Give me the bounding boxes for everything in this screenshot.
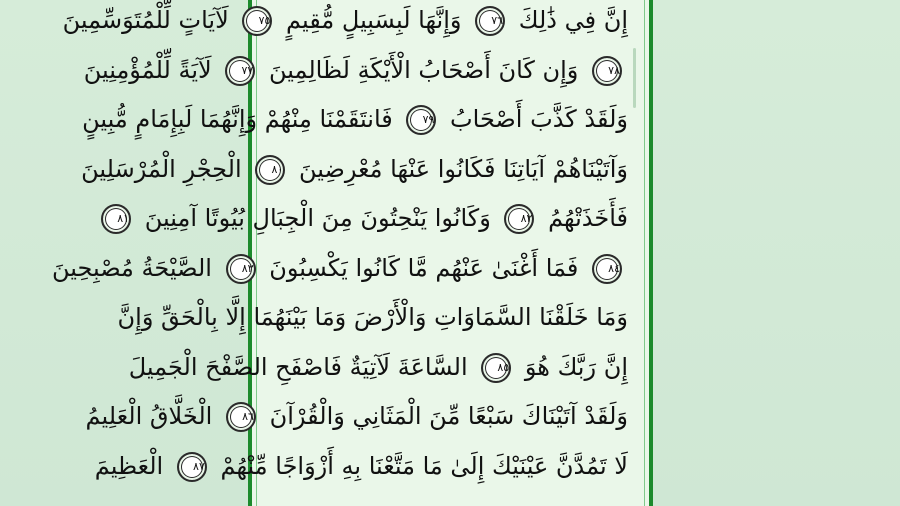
verse-text: لَآيَةً لِّلْمُؤْمِنِينَ (83, 55, 212, 84)
ayah-number-marker[interactable]: ٨٦ (226, 402, 256, 432)
verse-text: السَّاعَةَ لَآتِيَةٌ فَاصْفَحِ الصَّفْحَ الْجَمِيلَ (128, 352, 468, 381)
verse-text: وَكَانُوا يَنْحِتُونَ مِنَ الْجِبَالِ بُيُوتًا آمِنِينَ (144, 204, 491, 232)
mushaf-page[interactable] (52, 0, 653, 506)
verse-line (85, 390, 628, 442)
verse-text: وَآتَيْنَاهُمْ آيَاتِنَا فَكَانُوا عَنْهَا مُعْرِضِينَ (298, 154, 628, 183)
verse-line (52, 242, 628, 294)
ayah-number-marker[interactable]: ٧٨ (592, 56, 622, 86)
verse-text: الْحِجْرِ الْمُرْسَلِينَ (81, 154, 242, 183)
verse-text: وَمَا خَلَقْنَا السَّمَاوَاتِ وَالْأَرْضَ وَمَا بَيْنَهُمَا إِلَّا بِالْحَقِّ وَإِنَّ (117, 303, 628, 331)
ayah-number-marker[interactable]: ٨٠ (255, 155, 285, 185)
ayah-number-marker[interactable]: ٨٧ (177, 452, 207, 482)
ayah-number-marker[interactable]: ٧٩ (406, 105, 436, 135)
ayah-number-marker[interactable]: ٨٣ (226, 254, 256, 284)
verse-line (117, 291, 628, 343)
verse-text: فَأَخَذَتْهُمُ (548, 204, 628, 232)
scrollbar[interactable] (633, 48, 636, 108)
verse-text: الْخَلَّاقُ الْعَلِيمُ (85, 402, 213, 430)
verse-line (81, 143, 628, 195)
ayah-number-marker[interactable]: ٧٧ (225, 56, 255, 86)
verse-text: وَإِنَّهَا لَبِسَبِيلٍ مُّقِيمٍ (286, 6, 462, 34)
page-inner-frame (52, 0, 645, 506)
ayah-number-marker[interactable]: ٧٥ (242, 6, 272, 36)
verse-text: الصَّيْحَةُ مُصْبِحِينَ (52, 253, 212, 282)
verse-text: وَلَقَدْ آتَيْنَاكَ سَبْعًا مِّنَ الْمَثَانِي وَالْقُرْآنَ (269, 402, 628, 430)
ayah-number-marker[interactable]: ٧٦ (475, 6, 505, 36)
verse-line (128, 341, 628, 393)
verse-text: فَمَا أَغْنَىٰ عَنْهُم مَّا كَانُوا يَكْسِبُونَ (269, 253, 579, 282)
verse-line (83, 44, 628, 96)
verse-text: لَا تَمُدَّنَّ عَيْنَيْكَ إِلَىٰ مَا مَتَّعْنَا بِهِ أَزْوَاجًا مِّنْهُمْ (220, 451, 628, 480)
ayah-number-marker[interactable]: ٨٢ (504, 204, 534, 234)
verse-line (117, 192, 628, 244)
ayah-number-marker[interactable]: ٨٤ (592, 254, 622, 284)
ayah-number-marker[interactable]: ٨٥ (481, 353, 511, 383)
verse-text: وَإِن كَانَ أَصْحَابُ الْأَيْكَةِ لَظَالِمِينَ (268, 55, 579, 84)
verse-text: إِنَّ فِي ذَٰلِكَ (518, 6, 628, 34)
right-background (653, 0, 900, 506)
verse-line (94, 440, 628, 492)
verse-text: وَلَقَدْ كَذَّبَ أَصْحَابُ (450, 105, 628, 133)
verse-text: فَانتَقَمْنَا مِنْهُمْ وَإِنَّهُمَا لَبِإِمَامٍ مُّبِينٍ (82, 105, 393, 133)
verse-text: إِنَّ رَبَّكَ هُوَ (524, 352, 628, 381)
verse-text: لَآيَاتٍ لِّلْمُتَوَسِّمِينَ (62, 6, 229, 34)
verse-line (62, 0, 628, 46)
ayah-number-marker[interactable]: ٨١ (101, 204, 131, 234)
verse-text: الْعَظِيمَ (94, 451, 164, 480)
verse-line (82, 93, 628, 145)
